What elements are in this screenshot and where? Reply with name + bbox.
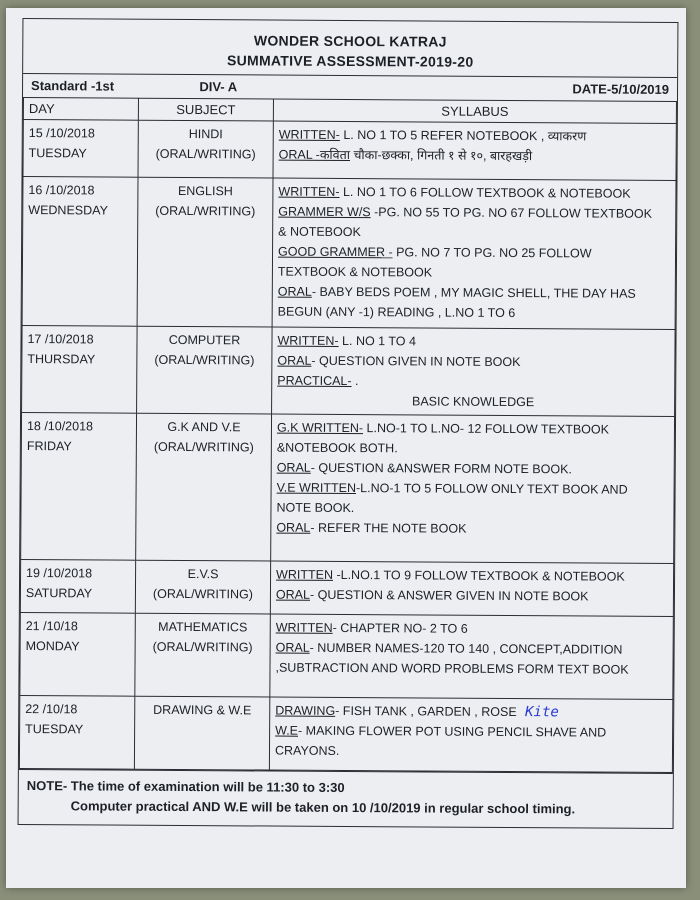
schedule-table: [19, 97, 677, 773]
exam-mode: (ORAL/WRITING): [152, 639, 253, 655]
syllabus-line: [277, 478, 669, 500]
syllabus-line: [276, 618, 668, 640]
syllabus-text: - QUESTION &ANSWER FORM NOTE BOOK.: [310, 460, 572, 477]
syllabus-line: [276, 498, 668, 520]
standard-label: Standard -1st: [31, 78, 115, 94]
exam-mode: (ORAL/WRITING): [153, 439, 254, 455]
subject-header: SUBJECT: [138, 98, 273, 121]
syllabus-text: BEGUN (ANY -1) READING , L.NO 1 TO 6: [277, 304, 516, 321]
syllabus-label: G.K WRITTEN-: [276, 420, 364, 436]
syllabus-line: [275, 721, 667, 743]
exam-mode: (ORAL/WRITING): [152, 586, 253, 602]
day-cell: [20, 560, 135, 614]
subject-cell: [134, 696, 269, 770]
syllabus-text: NOTE BOOK.: [276, 500, 355, 516]
day-header: DAY: [23, 98, 138, 121]
syllabus-line: [276, 585, 668, 607]
syllabus-label: V.E WRITTEN: [276, 480, 357, 496]
syllabus-line: [277, 391, 669, 413]
syllabus-cell: [273, 121, 676, 180]
syllabus-text: L. NO 1 TO 6 FOLLOW TEXTBOOK & NOTEBOOK: [339, 184, 631, 201]
day-cell: [22, 177, 138, 327]
syllabus-text: TEXTBOOK & NOTEBOOK: [277, 264, 433, 280]
exam-title: SUMMATIVE ASSESSMENT-2019-20: [226, 52, 474, 70]
weekday: TUESDAY: [25, 722, 84, 737]
weekday: WEDNESDAY: [28, 203, 108, 218]
syllabus-label: ORAL: [275, 640, 310, 655]
day-cell: [19, 696, 134, 770]
syllabus-label: GOOD GRAMMER -: [278, 244, 393, 260]
syllabus-line: [276, 565, 668, 587]
weekday: THURSDAY: [27, 352, 96, 367]
subject-cell: [135, 613, 271, 697]
subject-cell: [137, 177, 273, 327]
syllabus-label: WRITTEN-: [278, 184, 340, 199]
syllabus-line: [278, 182, 670, 204]
exam-date: 21 /10/18: [25, 619, 78, 634]
syllabus-text: - QUESTION & ANSWER GIVEN IN NOTE BOOK: [309, 587, 589, 604]
syllabus-line: [275, 701, 667, 723]
syllabus-line: [278, 242, 670, 264]
table-row: [21, 413, 675, 564]
table-row: [20, 560, 673, 617]
handwritten-note: Kite: [516, 704, 559, 721]
syllabus-line: [278, 222, 670, 244]
day-cell: [20, 613, 136, 697]
syllabus-line: [277, 331, 669, 353]
table-row: [20, 613, 673, 700]
subject-cell: [138, 120, 273, 178]
syllabus-label: ORAL: [277, 284, 312, 299]
school-name: WONDER SCHOOL KATRAJ: [253, 32, 447, 50]
syllabus-label: PRACTICAL-: [277, 373, 352, 389]
date-label: DATE-5/10/2019: [572, 81, 670, 97]
subject-name: E.V.S: [187, 567, 219, 582]
exam-timetable: [18, 18, 679, 829]
weekday: FRIDAY: [26, 439, 72, 454]
day-cell: [21, 413, 137, 561]
syllabus-text: - CHAPTER NO- 2 TO 6: [332, 620, 468, 636]
subject-name: HINDI: [188, 127, 223, 142]
syllabus-cell: [270, 614, 673, 699]
syllabus-text: -L.NO.1 TO 9 FOLLOW TEXTBOOK & NOTEBOOK: [332, 567, 625, 584]
syllabus-text: BASIC KNOWLEDGE: [411, 394, 535, 410]
note-line-1: NOTE- The time of examination will be 11:30 to 3:30: [26, 778, 345, 795]
exam-date: 16 /10/2018: [28, 183, 95, 198]
syllabus-text: &NOTEBOOK BOTH.: [276, 440, 398, 456]
syllabus-line: [278, 202, 670, 224]
syllabus-label: DRAWING: [275, 703, 336, 718]
syllabus-label: ORAL: [276, 460, 311, 475]
syllabus-line: [275, 741, 667, 763]
syllabus-label: ORAL: [277, 353, 312, 368]
syllabus-text: L.NO-1 TO L.NO- 12 FOLLOW TEXTBOOK: [363, 421, 610, 437]
syllabus-line: [277, 351, 669, 373]
syllabus-text: ,SUBTRACTION AND WORD PROBLEMS FORM TEXT BOOK: [275, 660, 629, 677]
syllabus-text: -PG. NO 55 TO PG. NO 67 FOLLOW TEXTBOOK: [370, 205, 653, 221]
exam-mode: (ORAL/WRITING): [155, 203, 256, 219]
day-cell: [23, 120, 138, 178]
syllabus-line: [279, 125, 671, 147]
syllabus-cell: [272, 327, 676, 416]
note-line-2: Computer practical AND W.E will be taken on 10 /10/2019 in regular school timing.: [70, 798, 576, 817]
weekday: TUESDAY: [28, 146, 87, 161]
syllabus-text: L. NO 1 TO 4: [338, 333, 417, 349]
subject-name: MATHEMATICS: [158, 619, 248, 635]
syllabus-line: [279, 145, 671, 167]
syllabus-text: PG. NO 7 TO PG. NO 25 FOLLOW: [392, 245, 592, 261]
exam-date: 19 /10/2018: [26, 566, 93, 581]
syllabus-label: WRITTEN-: [277, 333, 339, 348]
syllabus-text: - QUESTION GIVEN IN NOTE BOOK: [311, 353, 521, 370]
header: [23, 19, 677, 77]
syllabus-text: - NUMBER NAMES-120 TO 140 , CONCEPT,ADDITION: [309, 640, 623, 657]
exam-date: 22 /10/18: [25, 702, 78, 717]
syllabus-line: [275, 658, 667, 680]
syllabus-text: - BABY BEDS POEM , MY MAGIC SHELL, THE DAY HAS: [311, 284, 636, 301]
division-label: DIV- A: [199, 79, 238, 95]
syllabus-line: [276, 518, 668, 540]
syllabus-label: WRITTEN-: [278, 127, 340, 142]
syllabus-label: ORAL -कविता: [278, 147, 351, 163]
syllabus-line: [277, 458, 669, 480]
syllabus-text: L. NO 1 TO 5 REFER NOTEBOOK , व्याकरण: [339, 127, 587, 144]
syllabus-cell: [272, 178, 676, 329]
table-row: [22, 326, 676, 417]
syllabus-text: - REFER THE NOTE BOOK: [310, 520, 467, 536]
syllabus-text: चौका-छक्का, गिनती १ से १०, बारहखड़ी: [349, 148, 533, 164]
table-row: [23, 120, 676, 181]
syllabus-text: -L.NO-1 TO 5 FOLLOW ONLY TEXT BOOK AND: [355, 481, 628, 497]
subject-name: DRAWING & W.E: [153, 702, 252, 718]
syllabus-line: [278, 302, 670, 324]
exam-date: 15 /10/2018: [28, 126, 95, 141]
exam-mode: (ORAL/WRITING): [154, 352, 255, 368]
syllabus-text: & NOTEBOOK: [278, 224, 361, 240]
subject-cell: [137, 326, 273, 414]
weekday: SATURDAY: [25, 586, 93, 601]
syllabus-label: GRAMMER W/S: [278, 204, 371, 220]
syllabus-text: CRAYONS.: [274, 743, 340, 758]
syllabus-text: .: [351, 374, 359, 389]
weekday: MONDAY: [25, 639, 80, 654]
exam-mode: (ORAL/WRITING): [155, 146, 256, 162]
syllabus-label: WRITTEN: [276, 567, 334, 582]
syllabus-cell: [270, 561, 673, 616]
subject-name: COMPUTER: [168, 332, 241, 348]
note-section: [19, 769, 673, 828]
table-row: [19, 696, 672, 773]
syllabus-line: [277, 438, 669, 460]
day-cell: [22, 326, 138, 414]
subject-cell: [136, 413, 272, 561]
table-row: [22, 177, 676, 330]
syllabus-cell: [269, 697, 672, 772]
syllabus-text: - FISH TANK , GARDEN , ROSE: [335, 703, 517, 720]
exam-date: 17 /10/2018: [27, 332, 94, 347]
syllabus-label: WRITTEN: [275, 620, 333, 635]
subject-cell: [135, 560, 270, 614]
subject-name: ENGLISH: [177, 183, 233, 199]
syllabus-text: - MAKING FLOWER POT USING PENCIL SHAVE AND: [298, 723, 607, 740]
syllabus-label: W.E: [275, 723, 299, 738]
paper-sheet: [6, 8, 686, 888]
syllabus-cell: [271, 414, 675, 563]
syllabus-header: SYLLABUS: [273, 99, 676, 123]
syllabus-line: [276, 638, 668, 660]
syllabus-line: [277, 371, 669, 393]
exam-date: 18 /10/2018: [26, 419, 94, 434]
syllabus-line: [278, 262, 670, 284]
syllabus-line: [278, 282, 670, 304]
syllabus-line: [277, 418, 669, 440]
subject-name: G.K AND V.E: [167, 419, 241, 435]
syllabus-label: ORAL: [275, 587, 311, 602]
syllabus-label: ORAL: [276, 520, 311, 535]
